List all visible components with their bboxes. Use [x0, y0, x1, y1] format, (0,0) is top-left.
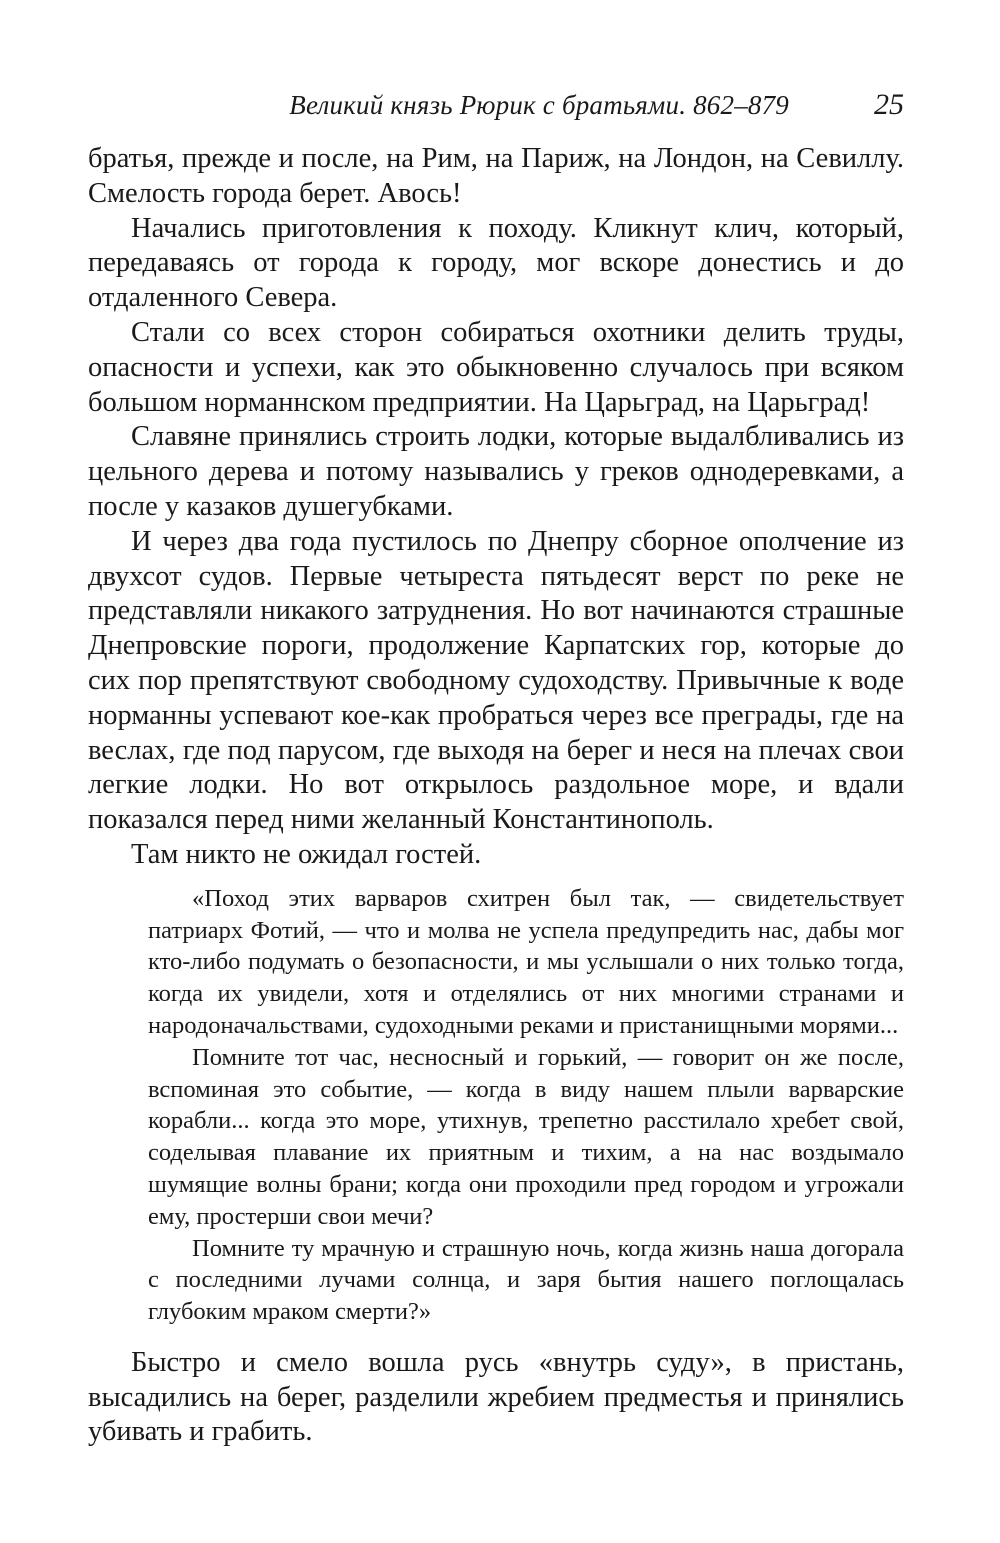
- quote-paragraph: Помните ту мрачную и страшную ночь, когда жизнь наша догорала с последними лучами солнца, и заря бытия нашего поглощалась глубоким мраком смерти?»: [148, 1234, 904, 1326]
- page-number: 25: [874, 88, 904, 121]
- quote-paragraph: «Поход этих варваров схитрен был так, — свидетельствует патриарх Фотий, — что и молва не успела предупредить нас, дабы мог кто-либо подумать о безопасности, и мы услышали о них только тогда, когда их увидели, хотя и отделялись от них многими странами и народоначальствами, судоходными реками и пристанищными морями...: [148, 884, 904, 1039]
- paragraph: Там никто не ожидал гостей.: [131, 838, 482, 870]
- paragraph-continuation: братья, прежде и после, на Рим, на Париж, на Лондон, на Севиллу. Смелость города берет. Авось!: [88, 143, 904, 209]
- quote-paragraph: Помните тот час, несносный и горький, — говорит он же после, вспоминая это событие, — когда в виду нашем плыли варварские корабли... когда это море, утихнув, трепетно расстилало хребет свой, соделывая плавание их приятным и тихим, а на нас воздымало шумящие волны брани; когда они проходили пред городом и угрожали ему, простерши свои мечи?: [148, 1043, 904, 1230]
- paragraph: Быстро и смело вошла русь «внутрь суду», в пристань, высадились на берег, разделили жребием предместья и принялись убивать и грабить.: [88, 1346, 904, 1448]
- paragraph: Славяне принялись строить лодки, которые выдалбливались из цельного дерева и потому назывались у греков однодеревками, а после у казаков душегубками.: [88, 421, 904, 522]
- paragraph: Стали со всех сторон собираться охотники делить труды, опасности и успехи, как это обыкновенно случалось при всяком большом норманнском предприятии. На Царьград, на Царьград!: [88, 316, 904, 418]
- block-quote: [148, 883, 904, 1328]
- running-title: Великий князь Рюрик с братьями. 862–879: [289, 90, 789, 120]
- page-header: [88, 90, 904, 130]
- paragraph: И через два года пустилось по Днепру сборное ополчение из двухсот судов. Первые четыреста пятьдесят верст по реке не представляли никакого затруднения. Но вот начинаются страшные Днепровские пороги, продолжение Карпатских гор, которые до сих пор препятствуют свободному судоходству. Привычные к воде норманны успевают кое-как пробраться через все преграды, где на веслах, где под парусом, где выходя на берег и неся на плечах свои легкие лодки. Но вот открылось раздольное море, и вдали показался перед ними желанный Константинополь.: [88, 525, 904, 836]
- body-text: [88, 142, 904, 1450]
- paragraph: Начались приготовления к походу. Кликнут клич, который, передаваясь от города к городу, мог вскоре донестись и до отдаленного Севера.: [88, 212, 904, 314]
